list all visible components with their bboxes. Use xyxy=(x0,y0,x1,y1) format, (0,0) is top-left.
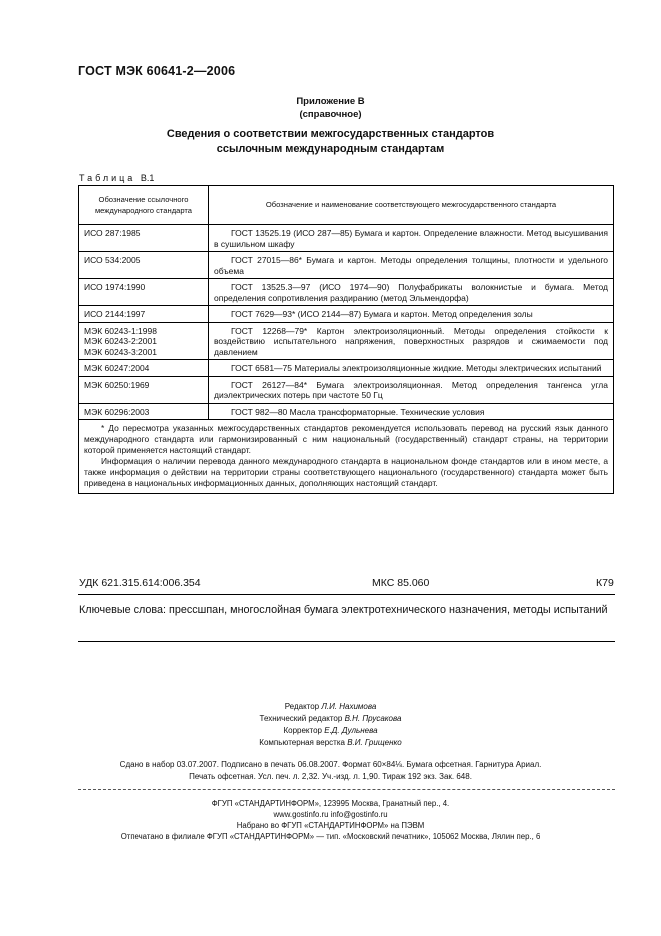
udk-code: УДК 621.315.614:006.354 xyxy=(79,577,201,589)
table-notes xyxy=(79,420,613,493)
divider xyxy=(78,789,615,790)
keywords: Ключевые слова: прессшпан, многослойная бумага электротехнического назначения, методы испытаний xyxy=(79,604,608,616)
credit-name: В.И. Грищенко xyxy=(347,738,402,747)
divider xyxy=(78,594,615,595)
appendix-subtitle: (справочное) xyxy=(299,109,362,120)
table-header xyxy=(79,186,613,225)
divider xyxy=(78,641,615,642)
print-info-line-1: Сдано в набор 03.07.2007. Подписано в печать 06.08.2007. Формат 60×84⅛. Бумага офсетная. Гарнитура Ариал. xyxy=(119,760,542,769)
desc-cell: ГОСТ 6581—75 Материалы электроизоляционные жидкие. Методы электрических испытаний xyxy=(231,363,602,373)
section-title-line-2: ссылочным международным стандартам xyxy=(216,143,445,155)
desc-cell: ГОСТ 13525.19 (ИСО 287—85) Бумага и картон. Определение влажности. Метод высушивания в сушильном шкафу xyxy=(214,228,608,249)
ref-cell: МЭК 60247:2004 xyxy=(79,360,209,376)
ref-cell: ИСО 534:2005 xyxy=(79,252,209,278)
ref-cell: МЭК 60296:2003 xyxy=(79,404,209,420)
table-row xyxy=(79,252,613,279)
table-row xyxy=(79,323,613,361)
credit-role: Технический редактор xyxy=(259,714,343,723)
publisher-line-3: Набрано во ФГУП «СТАНДАРТИНФОРМ» на ПЭВМ xyxy=(236,821,425,830)
credit-tech-editor xyxy=(0,713,661,725)
appendix-title: Приложение В xyxy=(296,96,365,107)
header-interstate-standard: Обозначение и наименование соответствующего межгосударственного стандарта xyxy=(265,199,557,209)
publisher-line-2: www.gostinfo.ru info@gostinfo.ru xyxy=(273,810,388,819)
table-row xyxy=(79,306,613,323)
desc-cell: ГОСТ 26127—84* Бумага электроизоляционная. Метод определения тангенса угла диэлектрических потерь при частоте 50 Гц xyxy=(214,379,608,400)
header-ref-standard: Обозначение ссылочного международного стандарта xyxy=(79,186,209,224)
information-note: Информация о наличии перевода данного международного стандарта в национальном фонде стандартов или в ином месте, а также информация о действии на территории страны соответствующего национального (государственного) стандарта может быть приведена в национальных информационных данных, дополняющих настоящий стандарт. xyxy=(84,456,608,488)
table-caption-word: Таблица xyxy=(79,173,136,183)
print-info-line-2: Печать офсетная. Усл. печ. л. 2,32. Уч.-изд. л. 1,90. Тираж 192 экз. Зак. 648. xyxy=(189,772,472,781)
table-row xyxy=(79,225,613,252)
credit-name: Е.Д. Дульнева xyxy=(324,726,378,735)
reference-table xyxy=(78,185,614,494)
table-caption-number: В.1 xyxy=(140,173,155,183)
credit-proofreader xyxy=(0,725,661,737)
desc-cell: ГОСТ 12268—79* Картон электроизоляционный. Методы определения стойкости к воздействию испытательного напряжения, поверхностных разрядов и сжимаемости под давлением xyxy=(214,325,608,357)
credit-role: Корректор xyxy=(283,726,322,735)
ref-cell: ИСО 2144:1997 xyxy=(79,306,209,322)
ref-cell: ИСО 287:1985 xyxy=(79,225,209,251)
table-row xyxy=(79,377,613,404)
k-code: К79 xyxy=(596,577,614,589)
section-title-line-1: Сведения о соответствии межгосударственных стандартов xyxy=(166,128,495,140)
ref-cell: ИСО 1974:1990 xyxy=(79,279,209,305)
desc-cell: ГОСТ 13525.3—97 (ИСО 1974—90) Полуфабрикаты волокнистые и бумага. Метод определения сопротивления раздиранию (метод Эльмендорфа) xyxy=(214,282,608,303)
desc-cell: ГОСТ 27015—86* Бумага и картон. Методы определения толщины, плотности и удельного объема xyxy=(214,255,608,276)
document-header: ГОСТ МЭК 60641-2—2006 xyxy=(78,64,236,78)
table-row xyxy=(79,404,613,421)
table-row xyxy=(79,279,613,306)
mks-code: МКС 85.060 xyxy=(372,577,430,589)
footnote: * До пересмотра указанных межгосударственных стандартов рекомендуется использовать перевод на русский язык данного международного стандарта или гармонизированный с ним национальный (государственный) стандарт страны, на территории которой применяется настоящий стандарт. xyxy=(84,423,608,455)
credit-role: Редактор xyxy=(284,702,320,711)
ref-cell: МЭК 60250:1969 xyxy=(79,377,209,403)
table-caption xyxy=(79,173,154,183)
credit-layout xyxy=(0,737,661,749)
credit-name: Л.И. Нахимова xyxy=(321,702,377,711)
publisher-line-4: Отпечатано в филиале ФГУП «СТАНДАРТИНФОРМ» — тип. «Московский печатник», 105062 Москва, Лялин пер., 6 xyxy=(120,832,541,841)
credit-name: В.Н. Прусакова xyxy=(344,714,402,723)
credit-role: Компьютерная верстка xyxy=(259,738,345,747)
publisher-line-1: ФГУП «СТАНДАРТИНФОРМ», 123995 Москва, Гранатный пер., 4. xyxy=(211,799,450,808)
ref-cell: МЭК 60243-1:1998 МЭК 60243-2:2001 МЭК 60243-3:2001 xyxy=(79,323,209,360)
desc-cell: ГОСТ 982—80 Масла трансформаторные. Технические условия xyxy=(231,406,485,417)
credit-editor xyxy=(0,701,661,713)
desc-cell: ГОСТ 7629—93* (ИСО 2144—87) Бумага и картон. Метод определения золы xyxy=(231,309,533,319)
table-row xyxy=(79,360,613,377)
